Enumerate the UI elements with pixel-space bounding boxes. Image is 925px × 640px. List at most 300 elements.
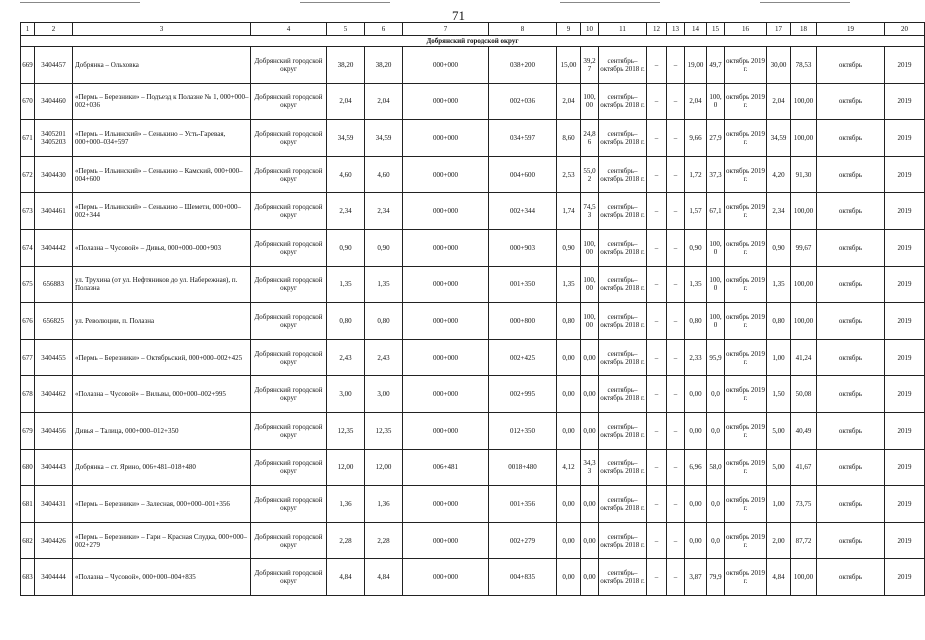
month-cell: октябрь <box>817 412 885 449</box>
done-km-cell: 1,74 <box>557 193 581 230</box>
plan-percent-cell: 99,67 <box>791 229 817 266</box>
row-number-cell: 679 <box>21 412 35 449</box>
column-number: 18 <box>791 23 817 36</box>
col-12-cell: – <box>647 376 667 413</box>
year-cell: 2019 <box>885 83 925 120</box>
district-cell: Добрянский городской округ <box>251 559 327 596</box>
done-percent-cell: 34,3 3 <box>581 449 599 486</box>
done-2019-percent-cell: 95,9 <box>707 339 725 376</box>
length-repair-cell: 0,80 <box>365 303 403 340</box>
done-2019-km-cell: 0,80 <box>685 303 707 340</box>
length-total-cell: 2,04 <box>327 83 365 120</box>
period-2018-cell: сентябрь–октябрь 2018 г. <box>599 120 647 157</box>
road-name-cell: ул. Революции, п. Полазна <box>73 303 251 340</box>
road-name-cell: «Полазна – Чусовой», 000+000–004+835 <box>73 559 251 596</box>
done-percent-cell: 100, 00 <box>581 229 599 266</box>
month-cell: октябрь <box>817 266 885 303</box>
table-row <box>21 339 925 376</box>
column-number: 15 <box>707 23 725 36</box>
district-cell: Добрянский городской округ <box>251 47 327 84</box>
road-code-cell: 656883 <box>35 266 73 303</box>
road-code-cell: 3404443 <box>35 449 73 486</box>
done-km-cell: 1,35 <box>557 266 581 303</box>
done-2019-percent-cell: 58,0 <box>707 449 725 486</box>
done-percent-cell: 0,00 <box>581 339 599 376</box>
road-name-cell: ул. Трухина (от ул. Нефтяников до ул. Набережная), п. Полазна <box>73 266 251 303</box>
done-percent-cell: 0,00 <box>581 559 599 596</box>
length-repair-cell: 2,28 <box>365 522 403 559</box>
length-total-cell: 12,35 <box>327 412 365 449</box>
col-12-cell: – <box>647 229 667 266</box>
month-cell: октябрь <box>817 193 885 230</box>
length-repair-cell: 2,04 <box>365 83 403 120</box>
col-13-cell: – <box>667 339 685 376</box>
col-13-cell: – <box>667 486 685 523</box>
length-repair-cell: 3,00 <box>365 376 403 413</box>
period-2019-cell: октябрь 2019 г. <box>725 449 767 486</box>
end-km-cell: 002+995 <box>489 376 557 413</box>
road-code-cell: 3404457 <box>35 47 73 84</box>
column-number: 14 <box>685 23 707 36</box>
done-2019-km-cell: 1,35 <box>685 266 707 303</box>
road-name-cell: Добрянка – ст. Ярино, 006+481–018+480 <box>73 449 251 486</box>
district-cell: Добрянский городской округ <box>251 339 327 376</box>
col-12-cell: – <box>647 156 667 193</box>
col-13-cell: – <box>667 522 685 559</box>
plan-percent-cell: 73,75 <box>791 486 817 523</box>
done-2019-km-cell: 0,00 <box>685 376 707 413</box>
done-percent-cell: 100, 00 <box>581 83 599 120</box>
plan-km-cell: 0,90 <box>767 229 791 266</box>
done-km-cell: 2,53 <box>557 156 581 193</box>
start-km-cell: 000+000 <box>403 339 489 376</box>
period-2018-cell: сентябрь–октябрь 2018 г. <box>599 486 647 523</box>
month-cell: октябрь <box>817 47 885 84</box>
plan-km-cell: 2,34 <box>767 193 791 230</box>
column-number: 16 <box>725 23 767 36</box>
length-total-cell: 1,35 <box>327 266 365 303</box>
district-cell: Добрянский городской округ <box>251 193 327 230</box>
period-2019-cell: октябрь 2019 г. <box>725 412 767 449</box>
length-total-cell: 0,90 <box>327 229 365 266</box>
period-2019-cell: октябрь 2019 г. <box>725 522 767 559</box>
length-repair-cell: 38,20 <box>365 47 403 84</box>
district-cell: Добрянский городской округ <box>251 83 327 120</box>
month-cell: октябрь <box>817 339 885 376</box>
col-13-cell: – <box>667 47 685 84</box>
length-total-cell: 38,20 <box>327 47 365 84</box>
length-repair-cell: 2,43 <box>365 339 403 376</box>
month-cell: октябрь <box>817 376 885 413</box>
done-2019-km-cell: 19,00 <box>685 47 707 84</box>
road-code-cell: 656825 <box>35 303 73 340</box>
done-percent-cell: 24,8 6 <box>581 120 599 157</box>
period-2019-cell: октябрь 2019 г. <box>725 339 767 376</box>
done-2019-km-cell: 6,96 <box>685 449 707 486</box>
road-repair-table-container <box>20 22 912 596</box>
plan-percent-cell: 50,08 <box>791 376 817 413</box>
road-code-cell: 3404455 <box>35 339 73 376</box>
plan-km-cell: 0,80 <box>767 303 791 340</box>
done-2019-km-cell: 2,04 <box>685 83 707 120</box>
month-cell: октябрь <box>817 229 885 266</box>
col-12-cell: – <box>647 449 667 486</box>
plan-percent-cell: 100,00 <box>791 83 817 120</box>
period-2019-cell: октябрь 2019 г. <box>725 303 767 340</box>
year-cell: 2019 <box>885 339 925 376</box>
done-km-cell: 0,80 <box>557 303 581 340</box>
done-2019-percent-cell: 37,3 <box>707 156 725 193</box>
year-cell: 2019 <box>885 156 925 193</box>
table-row <box>21 47 925 84</box>
length-repair-cell: 34,59 <box>365 120 403 157</box>
end-km-cell: 000+903 <box>489 229 557 266</box>
col-12-cell: – <box>647 559 667 596</box>
done-2019-km-cell: 0,90 <box>685 229 707 266</box>
road-code-cell: 3404456 <box>35 412 73 449</box>
column-number: 7 <box>403 23 489 36</box>
col-12-cell: – <box>647 47 667 84</box>
end-km-cell: 001+350 <box>489 266 557 303</box>
length-repair-cell: 4,60 <box>365 156 403 193</box>
plan-km-cell: 1,50 <box>767 376 791 413</box>
column-number: 3 <box>73 23 251 36</box>
column-number: 9 <box>557 23 581 36</box>
length-total-cell: 4,60 <box>327 156 365 193</box>
done-2019-percent-cell: 0,0 <box>707 376 725 413</box>
road-code-cell: 3404426 <box>35 522 73 559</box>
district-cell: Добрянский городской округ <box>251 412 327 449</box>
done-km-cell: 0,00 <box>557 522 581 559</box>
length-repair-cell: 4,84 <box>365 559 403 596</box>
end-km-cell: 004+835 <box>489 559 557 596</box>
done-percent-cell: 39,2 7 <box>581 47 599 84</box>
plan-km-cell: 34,59 <box>767 120 791 157</box>
done-percent-cell: 100, 00 <box>581 266 599 303</box>
start-km-cell: 000+000 <box>403 486 489 523</box>
done-km-cell: 0,00 <box>557 486 581 523</box>
plan-percent-cell: 100,00 <box>791 266 817 303</box>
district-cell: Добрянский городской округ <box>251 522 327 559</box>
road-code-cell: 3404430 <box>35 156 73 193</box>
start-km-cell: 000+000 <box>403 83 489 120</box>
row-number-cell: 669 <box>21 47 35 84</box>
table-row <box>21 193 925 230</box>
column-number: 11 <box>599 23 647 36</box>
col-13-cell: – <box>667 559 685 596</box>
column-number-row <box>21 23 925 36</box>
road-name-cell: «Пермь – Березники» – Залесная, 000+000–001+356 <box>73 486 251 523</box>
col-13-cell: – <box>667 193 685 230</box>
length-total-cell: 0,80 <box>327 303 365 340</box>
done-km-cell: 15,00 <box>557 47 581 84</box>
table-row <box>21 83 925 120</box>
length-repair-cell: 12,00 <box>365 449 403 486</box>
period-2018-cell: сентябрь–октябрь 2018 г. <box>599 449 647 486</box>
table-row <box>21 120 925 157</box>
table-row <box>21 522 925 559</box>
scan-line <box>300 2 390 3</box>
year-cell: 2019 <box>885 412 925 449</box>
plan-km-cell: 2,00 <box>767 522 791 559</box>
year-cell: 2019 <box>885 229 925 266</box>
road-code-cell: 3404462 <box>35 376 73 413</box>
col-13-cell: – <box>667 303 685 340</box>
month-cell: октябрь <box>817 83 885 120</box>
plan-percent-cell: 41,24 <box>791 339 817 376</box>
scan-line <box>560 2 660 3</box>
row-number-cell: 674 <box>21 229 35 266</box>
month-cell: октябрь <box>817 303 885 340</box>
plan-percent-cell: 100,00 <box>791 193 817 230</box>
done-2019-percent-cell: 100, 0 <box>707 229 725 266</box>
period-2019-cell: октябрь 2019 г. <box>725 47 767 84</box>
col-12-cell: – <box>647 83 667 120</box>
col-12-cell: – <box>647 266 667 303</box>
district-cell: Добрянский городской округ <box>251 156 327 193</box>
table-row <box>21 486 925 523</box>
end-km-cell: 038+200 <box>489 47 557 84</box>
end-km-cell: 002+344 <box>489 193 557 230</box>
col-12-cell: – <box>647 486 667 523</box>
start-km-cell: 000+000 <box>403 120 489 157</box>
row-number-cell: 677 <box>21 339 35 376</box>
col-12-cell: – <box>647 522 667 559</box>
length-repair-cell: 12,35 <box>365 412 403 449</box>
plan-percent-cell: 40,49 <box>791 412 817 449</box>
done-km-cell: 0,00 <box>557 339 581 376</box>
row-number-cell: 671 <box>21 120 35 157</box>
done-percent-cell: 0,00 <box>581 412 599 449</box>
row-number-cell: 672 <box>21 156 35 193</box>
district-cell: Добрянский городской округ <box>251 120 327 157</box>
col-13-cell: – <box>667 156 685 193</box>
section-header-row <box>21 36 925 47</box>
end-km-cell: 0018+480 <box>489 449 557 486</box>
done-2019-km-cell: 3,87 <box>685 559 707 596</box>
start-km-cell: 000+000 <box>403 193 489 230</box>
start-km-cell: 000+000 <box>403 412 489 449</box>
plan-percent-cell: 100,00 <box>791 303 817 340</box>
done-2019-percent-cell: 0,0 <box>707 486 725 523</box>
district-cell: Добрянский городской округ <box>251 486 327 523</box>
road-code-cell: 3404461 <box>35 193 73 230</box>
plan-km-cell: 5,00 <box>767 412 791 449</box>
period-2019-cell: октябрь 2019 г. <box>725 83 767 120</box>
col-12-cell: – <box>647 412 667 449</box>
month-cell: октябрь <box>817 449 885 486</box>
done-percent-cell: 0,00 <box>581 522 599 559</box>
length-repair-cell: 1,35 <box>365 266 403 303</box>
col-12-cell: – <box>647 339 667 376</box>
row-number-cell: 670 <box>21 83 35 120</box>
done-percent-cell: 74,5 3 <box>581 193 599 230</box>
road-code-cell: 3404431 <box>35 486 73 523</box>
row-number-cell: 683 <box>21 559 35 596</box>
column-number: 8 <box>489 23 557 36</box>
col-12-cell: – <box>647 193 667 230</box>
district-cell: Добрянский городской округ <box>251 266 327 303</box>
done-percent-cell: 55,0 2 <box>581 156 599 193</box>
done-2019-percent-cell: 79,9 <box>707 559 725 596</box>
length-total-cell: 1,36 <box>327 486 365 523</box>
road-name-cell: «Пермь – Ильинский» – Сенькино – Усть-Гаревая, 000+000–034+597 <box>73 120 251 157</box>
row-number-cell: 678 <box>21 376 35 413</box>
end-km-cell: 000+800 <box>489 303 557 340</box>
length-total-cell: 3,00 <box>327 376 365 413</box>
plan-percent-cell: 87,72 <box>791 522 817 559</box>
done-km-cell: 0,00 <box>557 412 581 449</box>
table-row <box>21 559 925 596</box>
col-13-cell: – <box>667 412 685 449</box>
col-12-cell: – <box>647 120 667 157</box>
done-percent-cell: 0,00 <box>581 486 599 523</box>
month-cell: октябрь <box>817 120 885 157</box>
done-km-cell: 0,90 <box>557 229 581 266</box>
year-cell: 2019 <box>885 120 925 157</box>
year-cell: 2019 <box>885 449 925 486</box>
period-2019-cell: октябрь 2019 г. <box>725 376 767 413</box>
done-2019-km-cell: 0,00 <box>685 522 707 559</box>
table-row <box>21 266 925 303</box>
length-total-cell: 34,59 <box>327 120 365 157</box>
plan-percent-cell: 41,67 <box>791 449 817 486</box>
road-name-cell: Добрянка – Ольховка <box>73 47 251 84</box>
done-km-cell: 0,00 <box>557 376 581 413</box>
col-13-cell: – <box>667 229 685 266</box>
done-percent-cell: 0,00 <box>581 376 599 413</box>
col-13-cell: – <box>667 83 685 120</box>
plan-km-cell: 1,35 <box>767 266 791 303</box>
start-km-cell: 000+000 <box>403 559 489 596</box>
column-number: 4 <box>251 23 327 36</box>
year-cell: 2019 <box>885 193 925 230</box>
column-number: 17 <box>767 23 791 36</box>
year-cell: 2019 <box>885 303 925 340</box>
year-cell: 2019 <box>885 376 925 413</box>
page-number: 71 <box>452 8 465 23</box>
scan-line <box>760 2 850 3</box>
scan-line <box>20 2 140 3</box>
table-row <box>21 303 925 340</box>
month-cell: октябрь <box>817 486 885 523</box>
year-cell: 2019 <box>885 486 925 523</box>
table-row <box>21 376 925 413</box>
period-2019-cell: октябрь 2019 г. <box>725 193 767 230</box>
col-12-cell: – <box>647 303 667 340</box>
row-number-cell: 682 <box>21 522 35 559</box>
period-2018-cell: сентябрь–октябрь 2018 г. <box>599 193 647 230</box>
road-code-cell: 3404444 <box>35 559 73 596</box>
column-number: 1 <box>21 23 35 36</box>
period-2018-cell: сентябрь–октябрь 2018 г. <box>599 376 647 413</box>
end-km-cell: 002+279 <box>489 522 557 559</box>
district-cell: Добрянский городской округ <box>251 376 327 413</box>
road-name-cell: Дивья – Талица, 000+000–012+350 <box>73 412 251 449</box>
end-km-cell: 001+356 <box>489 486 557 523</box>
period-2018-cell: сентябрь–октябрь 2018 г. <box>599 522 647 559</box>
road-code-cell: 3404460 <box>35 83 73 120</box>
length-total-cell: 12,00 <box>327 449 365 486</box>
road-code-cell: 3405201 3405203 <box>35 120 73 157</box>
start-km-cell: 000+000 <box>403 229 489 266</box>
done-2019-percent-cell: 67,1 <box>707 193 725 230</box>
done-km-cell: 8,60 <box>557 120 581 157</box>
period-2019-cell: октябрь 2019 г. <box>725 156 767 193</box>
plan-km-cell: 2,04 <box>767 83 791 120</box>
column-number: 20 <box>885 23 925 36</box>
plan-percent-cell: 100,00 <box>791 559 817 596</box>
start-km-cell: 000+000 <box>403 376 489 413</box>
row-number-cell: 675 <box>21 266 35 303</box>
done-2019-km-cell: 9,66 <box>685 120 707 157</box>
table-row <box>21 449 925 486</box>
col-13-cell: – <box>667 376 685 413</box>
period-2018-cell: сентябрь–октябрь 2018 г. <box>599 83 647 120</box>
done-2019-km-cell: 0,00 <box>685 486 707 523</box>
period-2018-cell: сентябрь–октябрь 2018 г. <box>599 559 647 596</box>
length-total-cell: 2,34 <box>327 193 365 230</box>
district-cell: Добрянский городской округ <box>251 449 327 486</box>
road-repair-table <box>20 22 925 596</box>
done-2019-percent-cell: 100, 0 <box>707 303 725 340</box>
road-name-cell: «Полазна – Чусовой» – Вильвы, 000+000–002+995 <box>73 376 251 413</box>
period-2019-cell: октябрь 2019 г. <box>725 266 767 303</box>
end-km-cell: 034+597 <box>489 120 557 157</box>
end-km-cell: 002+425 <box>489 339 557 376</box>
done-2019-km-cell: 2,33 <box>685 339 707 376</box>
column-number: 5 <box>327 23 365 36</box>
length-total-cell: 2,28 <box>327 522 365 559</box>
row-number-cell: 681 <box>21 486 35 523</box>
done-km-cell: 2,04 <box>557 83 581 120</box>
column-number: 19 <box>817 23 885 36</box>
period-2019-cell: октябрь 2019 г. <box>725 559 767 596</box>
done-km-cell: 0,00 <box>557 559 581 596</box>
done-percent-cell: 100, 00 <box>581 303 599 340</box>
done-2019-km-cell: 1,72 <box>685 156 707 193</box>
road-name-cell: «Пермь – Березники» – Гари – Красная Слудка, 000+000–002+279 <box>73 522 251 559</box>
period-2019-cell: октябрь 2019 г. <box>725 229 767 266</box>
year-cell: 2019 <box>885 266 925 303</box>
year-cell: 2019 <box>885 559 925 596</box>
plan-km-cell: 5,00 <box>767 449 791 486</box>
done-2019-percent-cell: 0,0 <box>707 522 725 559</box>
period-2018-cell: сентябрь–октябрь 2018 г. <box>599 412 647 449</box>
start-km-cell: 000+000 <box>403 156 489 193</box>
done-2019-percent-cell: 100, 0 <box>707 83 725 120</box>
road-name-cell: «Пермь – Березники» – Подъезд к Полазне № 1, 000+000–002+036 <box>73 83 251 120</box>
section-title: Добрянский городской округ <box>21 36 925 47</box>
road-name-cell: «Пермь – Ильинский» – Сенькино – Камский, 000+000–004+600 <box>73 156 251 193</box>
end-km-cell: 002+036 <box>489 83 557 120</box>
done-km-cell: 4,12 <box>557 449 581 486</box>
table-row <box>21 229 925 266</box>
year-cell: 2019 <box>885 47 925 84</box>
column-number: 2 <box>35 23 73 36</box>
row-number-cell: 673 <box>21 193 35 230</box>
period-2018-cell: сентябрь–октябрь 2018 г. <box>599 229 647 266</box>
length-total-cell: 4,84 <box>327 559 365 596</box>
length-repair-cell: 2,34 <box>365 193 403 230</box>
road-name-cell: «Полазна – Чусовой» – Дивья, 000+000–000+903 <box>73 229 251 266</box>
end-km-cell: 004+600 <box>489 156 557 193</box>
period-2018-cell: сентябрь–октябрь 2018 г. <box>599 339 647 376</box>
district-cell: Добрянский городской округ <box>251 229 327 266</box>
plan-km-cell: 1,00 <box>767 486 791 523</box>
done-2019-km-cell: 0,00 <box>685 412 707 449</box>
period-2018-cell: сентябрь–октябрь 2018 г. <box>599 303 647 340</box>
